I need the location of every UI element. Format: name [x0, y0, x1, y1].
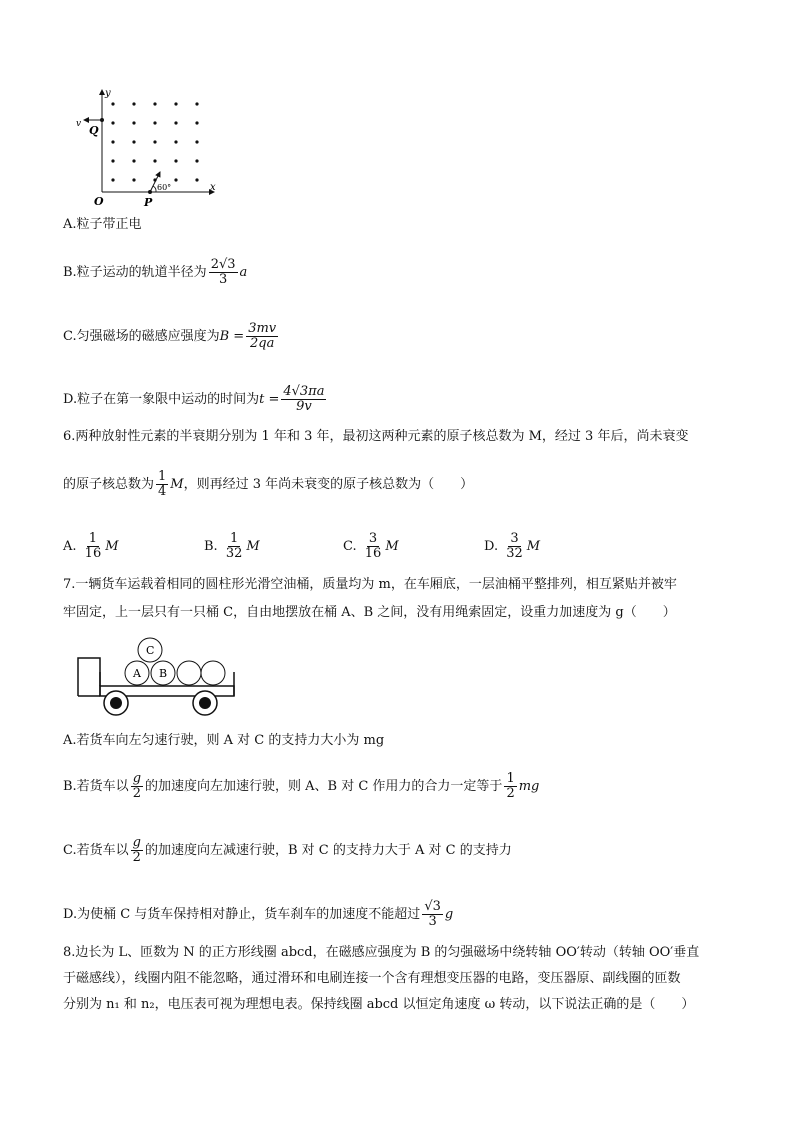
- truck-figure: [74, 636, 238, 718]
- q8-stem-line1: 8.边长为 L、匝数为 N 的正方形线圈 abcd，在磁感应强度为 B 的匀强磁场中绕转轴 OO′转动（转轴 OO′垂直: [63, 945, 700, 960]
- barrel-c-label: C: [146, 644, 155, 657]
- field-dots: [111, 102, 198, 181]
- barrel-a-label: A: [133, 667, 141, 680]
- q7-option-d: D.为使桶 C 与货车保持相对静止，货车刹车的加速度不能超过 $\frac{√3}{3}$ g: [63, 899, 454, 929]
- q6-option-b: B. $\frac{1}{32}$ M: [204, 531, 260, 561]
- q5-option-d: D.粒子在第一象限中运动的时间为t = $\frac{4√3\pi a}{9v}$: [63, 384, 325, 414]
- velocity-label: v: [76, 119, 82, 129]
- q8-stem-line2: 于磁感线），线圈内阻不能忽略，通过滑环和电刷连接一个含有理想变压器的电路，变压器原、副线圈的匝数: [63, 971, 681, 986]
- x-axis-label: x: [210, 182, 216, 193]
- q6-option-a: A. $\frac{1}{16}$ M: [63, 531, 119, 561]
- q7-option-a: A.若货车向左匀速行驶，则 A 对 C 的支持力大小为 mg: [63, 733, 385, 748]
- magnetic-field-figure: [68, 86, 228, 208]
- q6-stem-line1: 6.两种放射性元素的半衰期分别为 1 年和 3 年，最初这两种元素的原子核总数为 M，经过 3 年后，尚未衰变: [63, 429, 689, 444]
- point-p-label: P: [144, 196, 153, 208]
- q6-option-c: C. $\frac{3}{16}$ M: [343, 531, 399, 561]
- angle-label: 60°: [157, 183, 172, 192]
- y-axis-label: y: [105, 88, 111, 99]
- q5-option-c: C.匀强磁场的磁感应强度为B = $\frac{3mv}{2qa}$: [63, 321, 277, 351]
- q7-stem-line2: 牢固定，上一层只有一只桶 C，自由地摆放在桶 A、B 之间，没有用绳索固定，设重力加速度为 g（ ）: [63, 605, 676, 620]
- q5-option-b: B.粒子运动的轨道半径为 $\frac{2√3}{3}$ a: [63, 257, 248, 287]
- q5-option-a: A.粒子带正电: [63, 217, 142, 232]
- q7-option-b: B.若货车以 $\frac{g}{2}$ 的加速度向左加速行驶，则 A、B 对 C 作用力的合力一定等于 $\frac{1}{2}$ mg: [63, 771, 540, 801]
- q6-option-d: D. $\frac{3}{32}$ M: [484, 531, 541, 561]
- point-q-label: Q: [89, 124, 99, 137]
- barrel-b-label: B: [159, 667, 168, 680]
- q6-stem-line2: 的原子核总数为 $\frac{1}{4}$ M，则再经过 3 年尚未衰变的原子核总数为（ ）: [63, 469, 474, 499]
- origin-label: O: [94, 195, 104, 208]
- q8-stem-line3: 分别为 n₁ 和 n₂，电压表可视为理想电表。保持线圈 abcd 以恒定角速度 ω 转动，以下说法正确的是（ ）: [63, 997, 695, 1012]
- q7-option-c: C.若货车以 $\frac{g}{2}$ 的加速度向左减速行驶，B 对 C 的支持力大于 A 对 C 的支持力: [63, 835, 512, 865]
- q7-stem-line1: 7.一辆货车运载着相同的圆柱形光滑空油桶，质量均为 m，在车厢底，一层油桶平整排列，相互紧贴并被牢: [63, 577, 677, 592]
